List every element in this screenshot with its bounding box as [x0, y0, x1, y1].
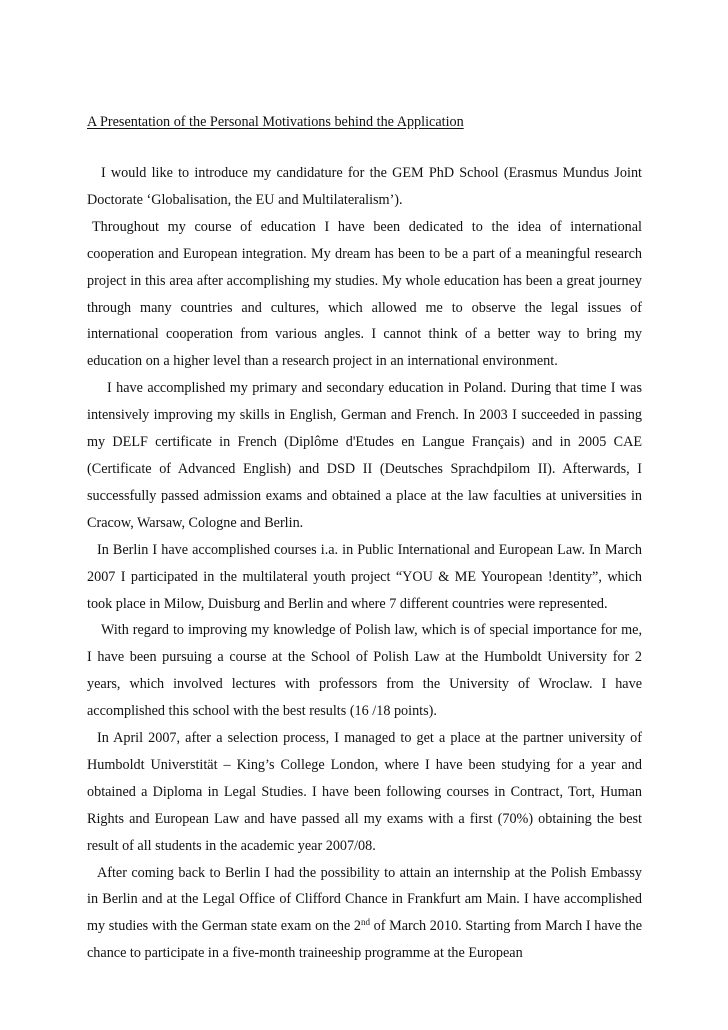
paragraph-education-languages: I have accomplished my primary and secondary education in Poland. During that time I was intensively improving my skills in English, German and French. In 2003 I succeeded in passing my DELF certificate in French (Diplôme d'Etudes en Langue Français) and in 2005 CAE (Certificate of Advanced English) and DSD II (Deutsches Sprachdpilom II). Afterwards, I successfully passed admission exams and obtained a place at the law faculties at universities in Cracow, Warsaw, Cologne and Berlin.: [87, 380, 642, 531]
paragraph-kings-college: In April 2007, after a selection process, I managed to get a place at the partner university of Humboldt Universtität – King’s College London, where I have been studying for a year and obtained a Diploma in Legal Studies. I have been following courses in Contract, Tort, Human Rights and European Law and have passed all my exams with a first (70%) obtaining the best result of all students in the academic year 2007/08.: [87, 730, 642, 854]
ordinal-superscript: nd: [361, 917, 370, 928]
paragraph-introduction: I would like to introduce my candidature for the GEM PhD School (Erasmus Mundus Joint Doctorate ‘Globalisation, the EU and Multilateralism’).: [87, 165, 642, 208]
internship-text-end: of March 2010. Starting from March I have the chance to participate in a five-month traineeship programme at the European: [87, 918, 642, 962]
paragraph-berlin-courses: In Berlin I have accomplished courses i.a. in Public International and European Law. In March 2007 I participated in the multilateral youth project “YOU & ME Youropean !dentity”, which took place in Milow, Duisburg and Berlin and where 7 different countries were represented.: [87, 541, 642, 612]
document-heading: A Presentation of the Personal Motivations behind the Application: [87, 114, 464, 130]
paragraph-polish-law: With regard to improving my knowledge of Polish law, which is of special importance for me, I have been pursuing a course at the School of Polish Law at the Humboldt University for 2 years, which involved lectures with professors from the University of Wroclaw. I have accomplished this school with the best results (16 /18 points).: [87, 622, 642, 720]
internship-text-start: After coming back to Berlin I had the possibility to attain an internship at the Polish Embassy in Berlin and at the Legal Office of Clifford Chance in Frankfurt am Main. I have accomplished my studies with the German state exam on the 2: [87, 864, 642, 935]
paragraph-motivation: Throughout my course of education I have been dedicated to the idea of international cooperation and European integration. My dream has been to be a part of a meaningful research project in this area after accomplishing my studies. My whole education has been a great journey through many countries and cultures, which allowed me to observe the legal issues of international cooperation from various angles. I cannot think of a better way to bring my education on a higher level than a research project in an international environment.: [87, 218, 642, 370]
paragraph-internship: [87, 860, 642, 968]
document-body: [87, 160, 642, 967]
